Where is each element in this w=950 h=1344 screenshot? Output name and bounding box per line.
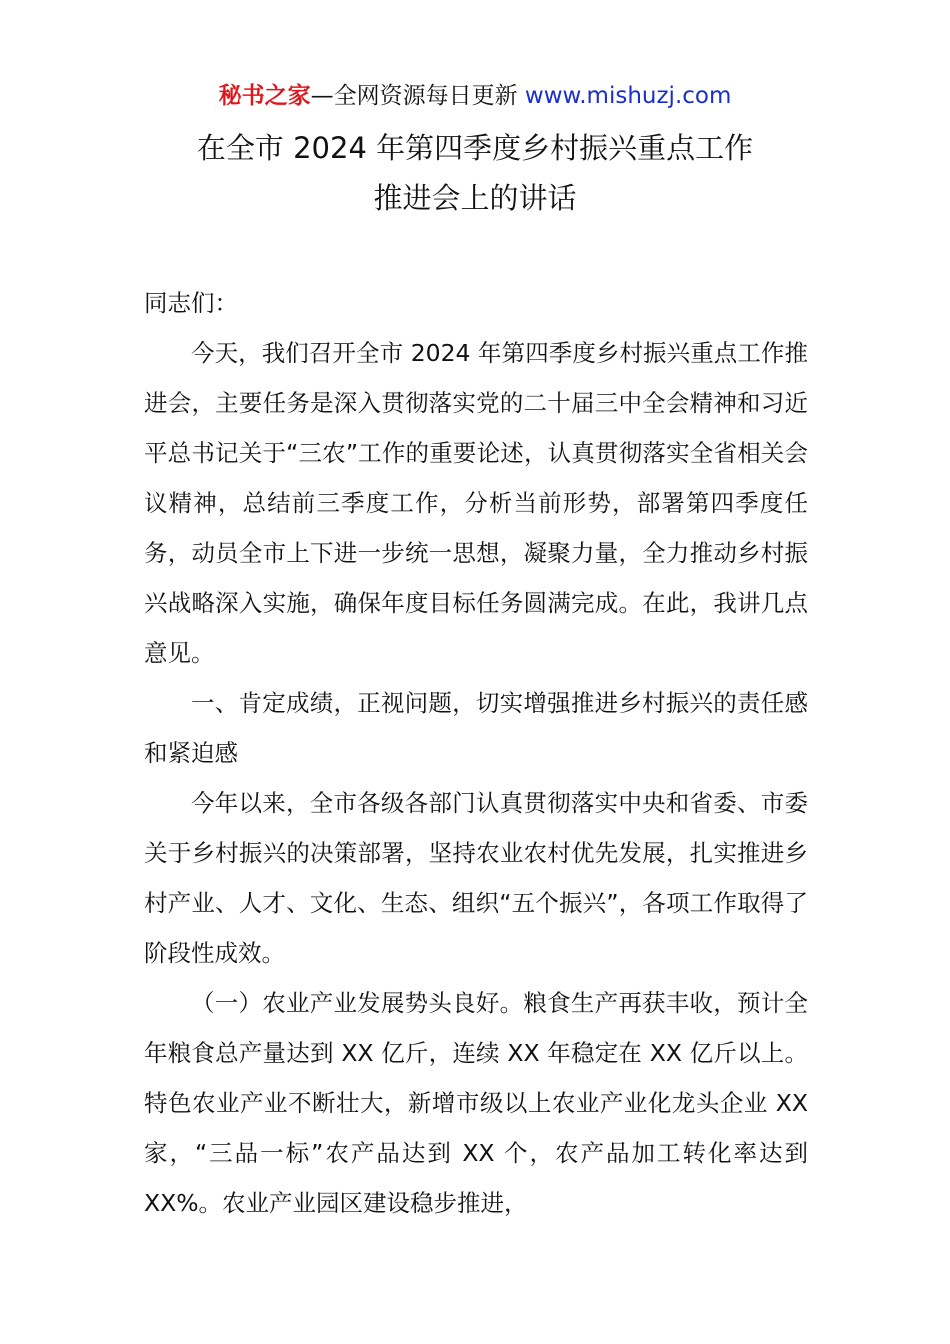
paragraph-agriculture: （一）农业产业发展势头良好。粮食生产再获丰收，预计全年粮食总产量达到 XX 亿斤，连续 XX 年稳定在 XX 亿斤以上。特色农业产业不断壮大，新增市级以上农业产业化龙头企业 XX 家，“三品一标”农产品达到 XX 个，农产品加工转化率达到 XX%。农业产业园区建设稳步推进， (144, 989, 808, 1217)
document-title-line-1: 在全市 2024 年第四季度乡村振兴重点工作 (196, 131, 754, 165)
section-heading-1: 一、肯定成绩，正视问题，切实增强推进乡村振兴的责任感和紧迫感 (144, 689, 808, 767)
document-title-line-2: 推进会上的讲话 (373, 181, 577, 215)
site-header (0, 80, 950, 112)
site-tagline: —全网资源每日更新 (310, 83, 525, 109)
salutation: 同志们： (144, 289, 238, 317)
site-url-link[interactable]: www.mishuzj.com (524, 83, 732, 109)
document-body (144, 278, 808, 1228)
paragraph-intro: 今天，我们召开全市 2024 年第四季度乡村振兴重点工作推进会，主要任务是深入贯彻落实党的二十届三中全会精神和习近平总书记关于“三农”工作的重要论述，认真贯彻落实全省相关会议精神，总结前三季度工作，分析当前形势，部署第四季度任务，动员全市上下进一步统一思想，凝聚力量，全力推动乡村振兴战略深入实施，确保年度目标任务圆满完成。在此，我讲几点意见。 (144, 339, 808, 667)
site-brand: 秘书之家 (218, 83, 311, 109)
paragraph-achievements: 今年以来，全市各级各部门认真贯彻落实中央和省委、市委关于乡村振兴的决策部署，坚持农业农村优先发展，扎实推进乡村产业、人才、文化、生态、组织“五个振兴”，各项工作取得了阶段性成效。 (144, 789, 808, 967)
